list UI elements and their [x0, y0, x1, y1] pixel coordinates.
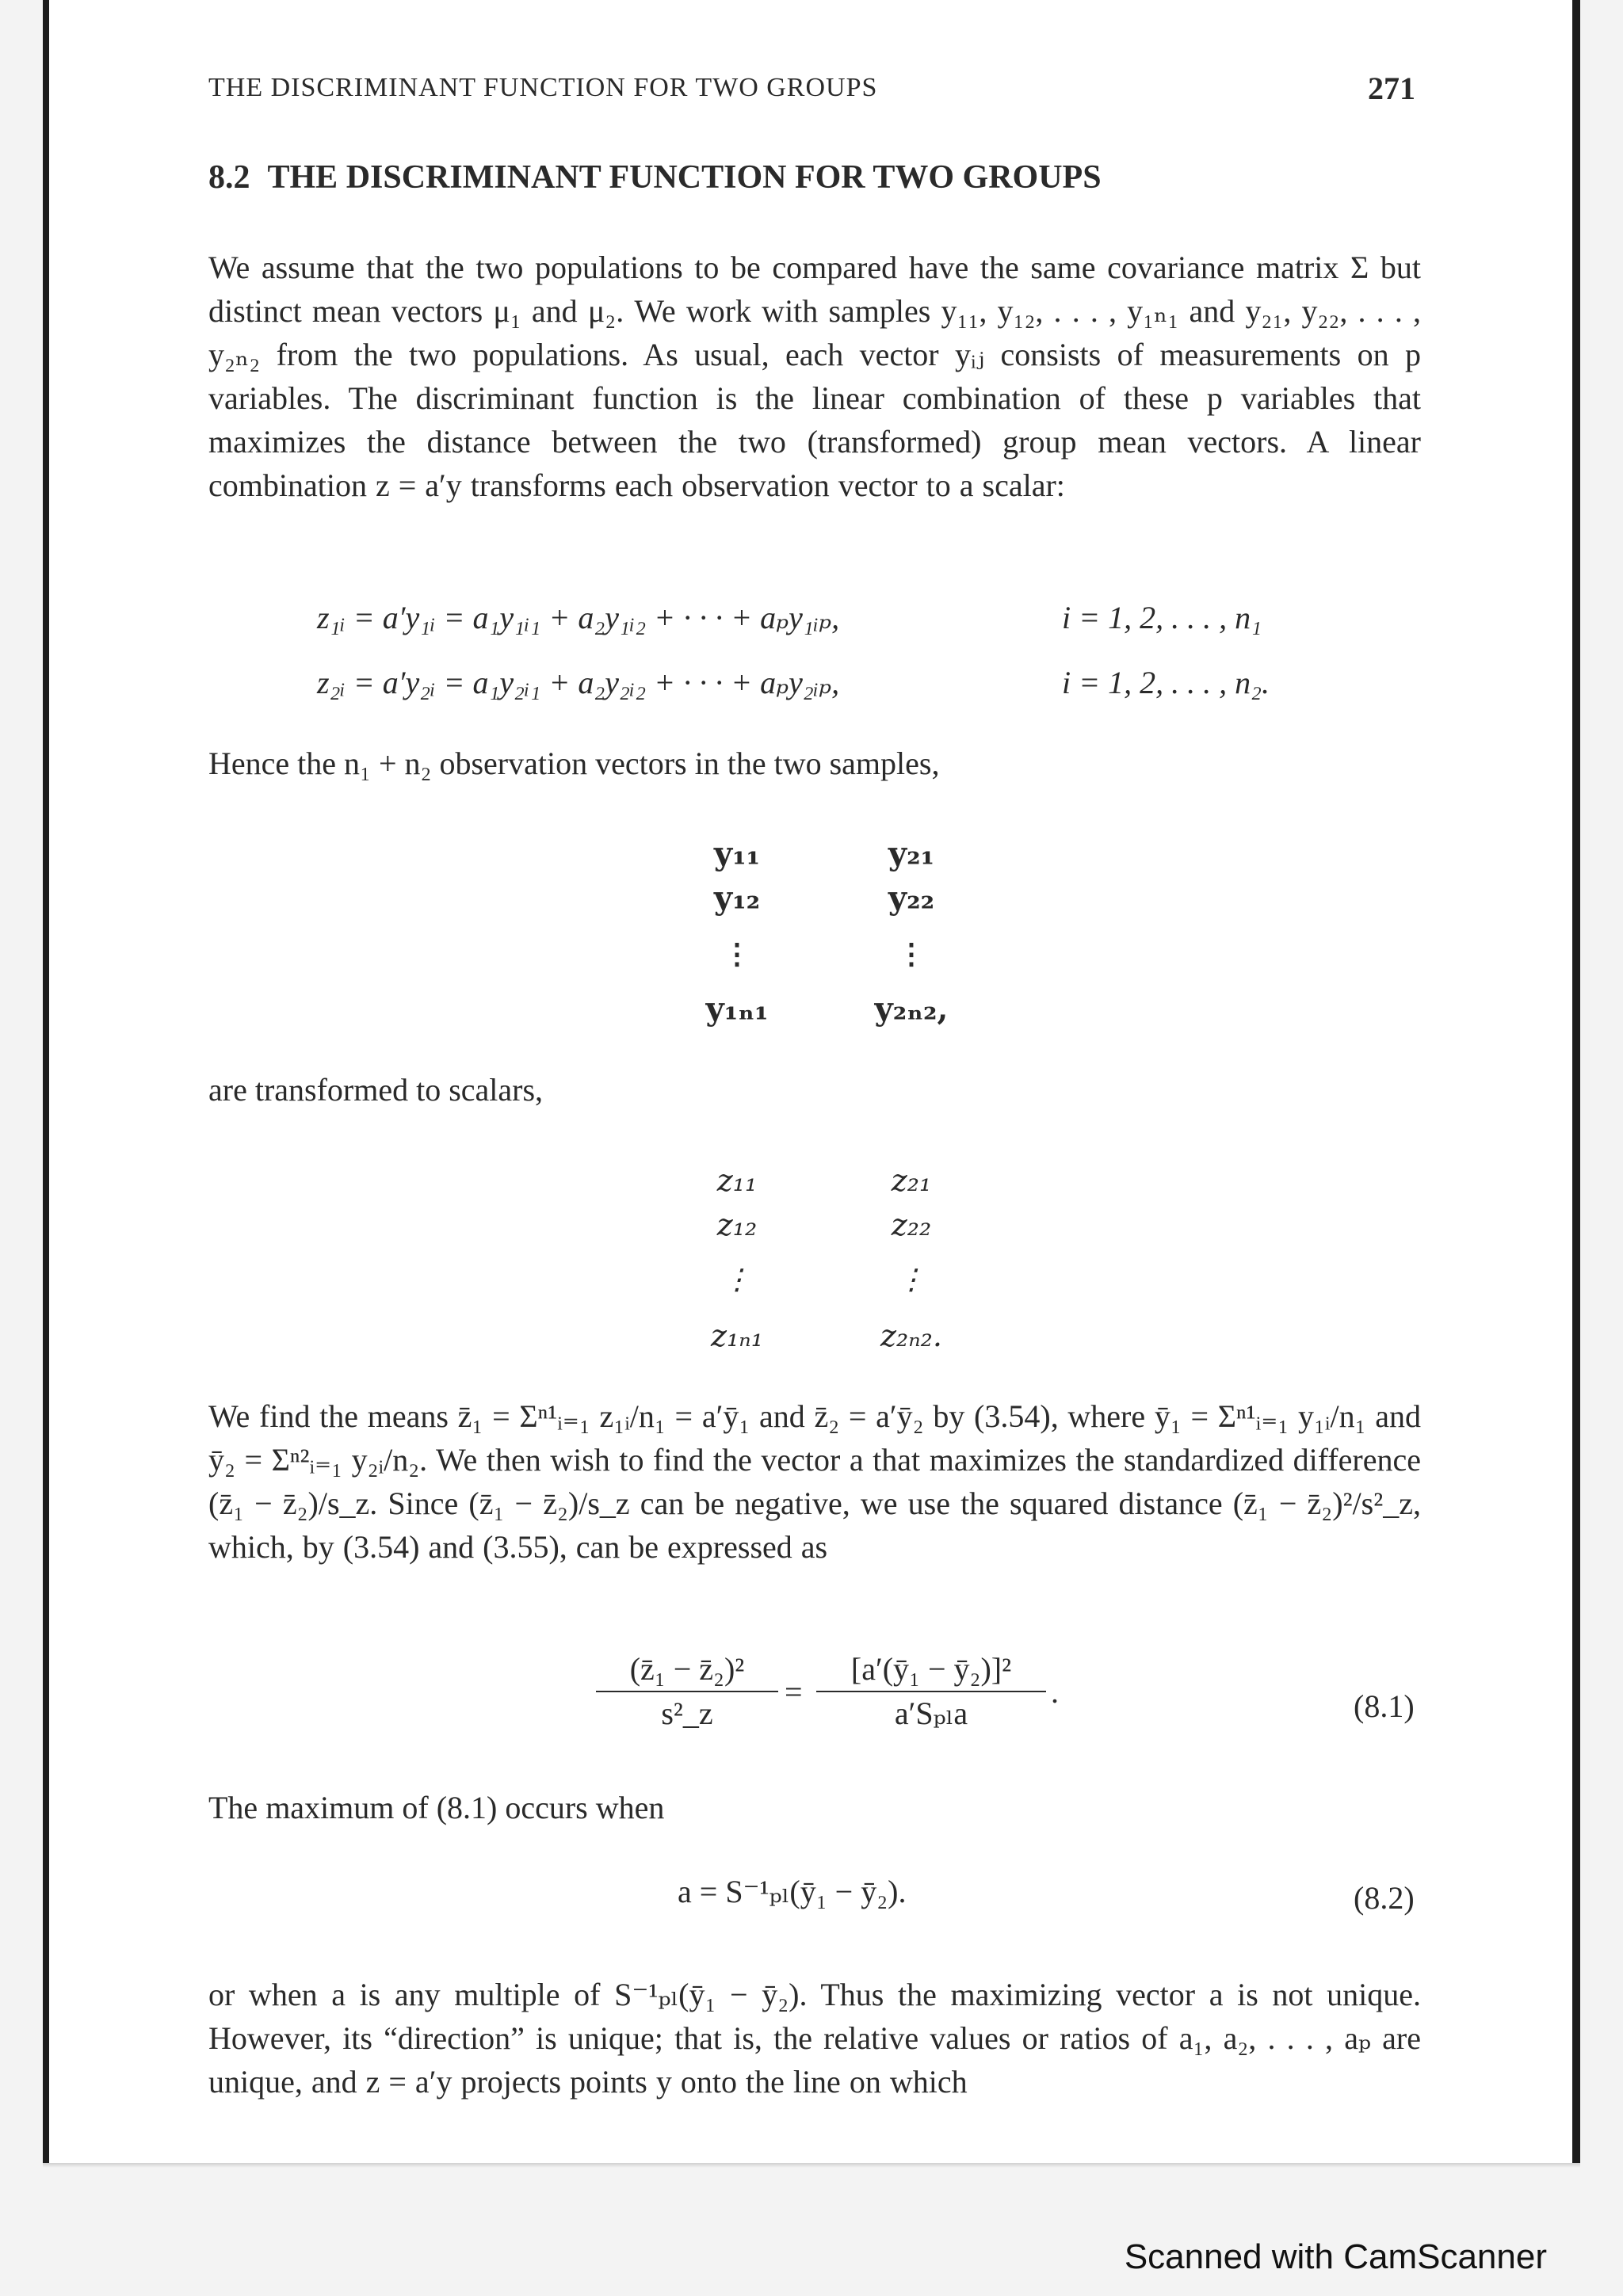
- scalar-column-group1: [689, 1158, 785, 1358]
- hence-sentence: Hence the n₁ + n₂ observation vectors in the two samples,: [208, 746, 940, 781]
- scalar-item: z₁ₙ₁: [711, 1318, 763, 1353]
- scalar-column-group2: [856, 1158, 967, 1358]
- page-edge-shadow: [43, 2163, 1580, 2168]
- eq81-left-numerator: (z̄₁ − z̄₂)²: [596, 1648, 778, 1692]
- scalar-item: z₁₁: [716, 1163, 758, 1198]
- equation-z1: z₁ᵢ = a′y₁ᵢ = a₁y₁ᵢ₁ + a₂y₁ᵢ₂ + · · · + aₚy₁ᵢₚ,: [317, 600, 840, 635]
- vector-item: y₁ₙ₁: [705, 990, 769, 1028]
- intro-paragraph: We assume that the two populations to be compared have the same covariance matrix Σ but distinct mean vectors μ₁ and μ₂. We work with samples y₁₁, y₁₂, . . . , y₁ₙ₁ and y₂₁, y₂₂, . . . , y₂ₙ₂ from the two populations. As usual, each vector yᵢⱼ consists of measurements on p variables. The discriminant function is the linear combination of these p variables that maximizes the distance between the two (transformed) group mean vectors. A linear combination z = a′y transforms each observation vector to a scalar:: [208, 250, 1421, 503]
- eq81-left-denominator: s²_z: [661, 1695, 713, 1731]
- closing-paragraph: or when a is any multiple of S⁻¹ₚₗ(ȳ₁ − ȳ₂). Thus the maximizing vector a is not unique. However, its “direction” is unique; that is, the relative values or ratios of a₁, a₂, . . . , aₚ are unique, and z = a′y projects points y onto the line on which: [208, 1977, 1421, 2100]
- running-header: THE DISCRIMINANT FUNCTION FOR TWO GROUPS: [208, 73, 878, 102]
- vector-item: y₂ₙ₂,: [874, 990, 949, 1028]
- maximum-sentence: The maximum of (8.1) occurs when: [208, 1790, 665, 1825]
- scalar-item: z₂₁: [891, 1163, 932, 1198]
- equation-z1-range: i = 1, 2, . . . , n₁: [1062, 600, 1262, 635]
- page-number: 271: [1368, 71, 1415, 106]
- vector-item: y₂₁: [888, 835, 935, 872]
- vector-column-group2: [856, 832, 967, 1032]
- vector-item: y₁₂: [713, 879, 761, 917]
- equation-number-8-2: (8.2): [1354, 1880, 1415, 1916]
- vector-item: y₁₁: [713, 835, 761, 872]
- scanner-watermark: Scanned with CamScanner: [1124, 2237, 1547, 2276]
- vertical-dots: ⋮: [723, 937, 751, 971]
- eq81-right-numerator: [a′(ȳ₁ − ȳ₂)]²: [816, 1648, 1046, 1692]
- equation-8-2: a = S⁻¹ₚₗ(ȳ₁ − ȳ₂).: [678, 1874, 907, 1909]
- vertical-dots: ⋮: [897, 1264, 926, 1296]
- transformed-sentence: are transformed to scalars,: [208, 1072, 544, 1108]
- scalar-item: z₂ₙ₂.: [880, 1318, 942, 1353]
- equation-z2-range: i = 1, 2, . . . , n₂.: [1062, 665, 1270, 700]
- section-number: 8.2: [208, 159, 250, 196]
- eq81-right-fraction: [816, 1648, 1046, 1735]
- vector-item: y₂₂: [888, 879, 935, 917]
- equation-z2: z₂ᵢ = a′y₂ᵢ = a₁y₂ᵢ₁ + a₂y₂ᵢ₂ + · · · + aₚy₂ᵢₚ,: [317, 665, 840, 700]
- eq81-left-fraction: [596, 1648, 778, 1735]
- section-heading: [208, 158, 1102, 196]
- section-title: THE DISCRIMINANT FUNCTION FOR TWO GROUPS: [267, 159, 1102, 196]
- means-paragraph: We find the means z̄₁ = Σⁿ¹ᵢ₌₁ z₁ᵢ/n₁ = a′ȳ₁ and z̄₂ = a′ȳ₂ by (3.54), where ȳ₁ = Σⁿ¹ᵢ₌₁ y₁ᵢ/n₁ and ȳ₂ = Σⁿ²ᵢ₌₁ y₂ᵢ/n₂. We then wish to find the vector a that maximizes the standardized difference (z̄₁ − z̄₂)/s_z. Since (z̄₁ − z̄₂)/s_z can be negative, we use the squared distance (z̄₁ − z̄₂)²/s²_z, which, by (3.54) and (3.55), can be expressed as: [208, 1398, 1421, 1565]
- scalar-item: z₁₂: [716, 1207, 758, 1242]
- vertical-dots: ⋮: [723, 1264, 751, 1296]
- eq81-right-denominator: a′Sₚₗa: [894, 1695, 968, 1731]
- scalar-item: z₂₂: [891, 1207, 932, 1242]
- eq81-period: .: [1051, 1674, 1059, 1710]
- equation-number-8-1: (8.1): [1354, 1688, 1415, 1724]
- vector-column-group1: [689, 832, 785, 1032]
- eq81-equals: =: [785, 1674, 803, 1710]
- vertical-dots: ⋮: [897, 937, 926, 971]
